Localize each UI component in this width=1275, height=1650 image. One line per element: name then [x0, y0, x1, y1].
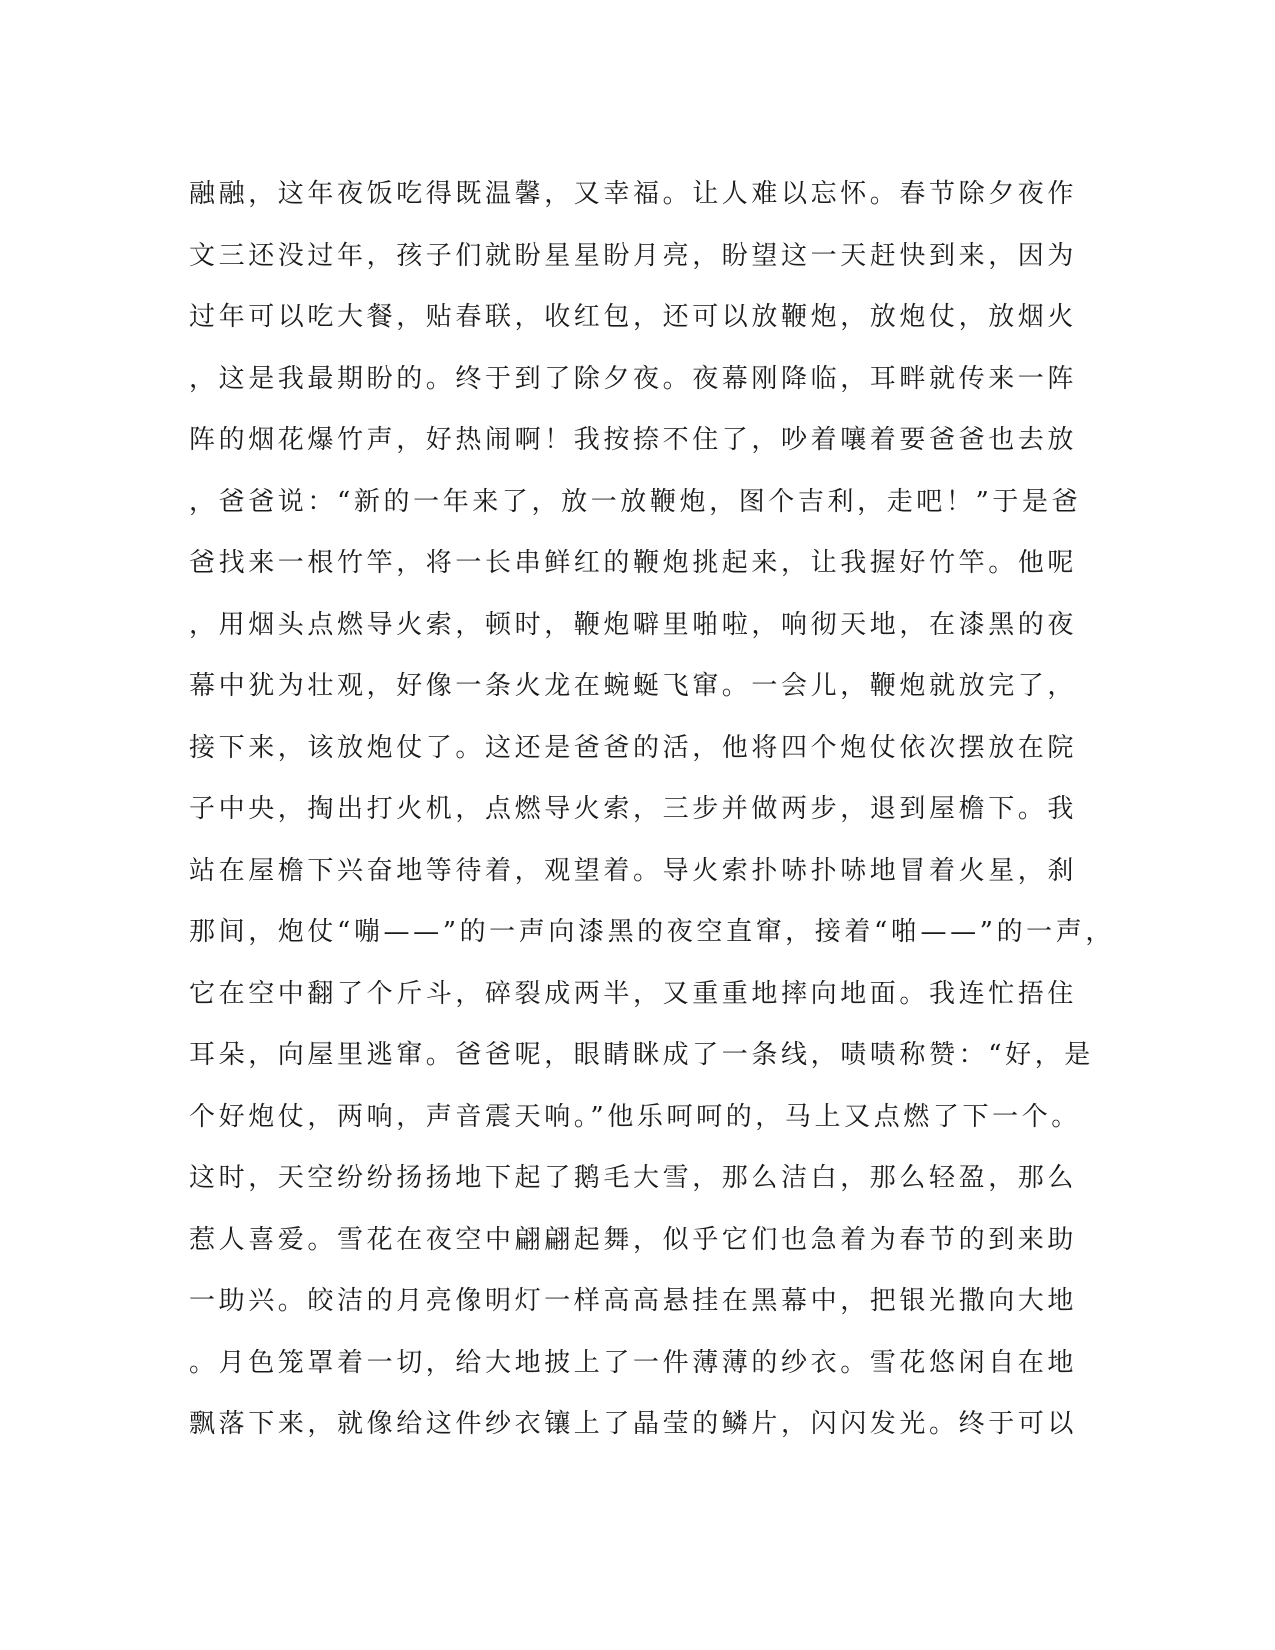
text-line: ，用烟头点燃导火索，顿时，鞭炮噼里啪啦，响彻天地，在漆黑的夜 — [189, 609, 1078, 640]
text-line: 文三还没过年，孩子们就盼星星盼月亮，盼望这一天赶快到来，因为 — [189, 240, 1078, 271]
text-line: 阵的烟花爆竹声，好热闹啊！我按捺不住了，吵着嚷着要爸爸也去放 — [189, 425, 1078, 455]
text-line: 那间，炮仗“嘣——”的一声向漆黑的夜空直窜，接着“啪——”的一声， — [189, 917, 1115, 947]
text-line: ，爸爸说：“新的一年来了，放一放鞭炮，图个吉利，走吧！”于是爸 — [189, 486, 1082, 517]
text-line: 它在空中翻了个斤斗，碎裂成两半，又重重地摔向地面。我连忙捂住 — [189, 978, 1078, 1009]
text-line: 过年可以吃大餐，贴春联，收红包，还可以放鞭炮，放炮仗，放烟火 — [189, 302, 1078, 332]
text-line: 子中央，掏出打火机，点燃导火索，三步并做两步，退到屋檐下。我 — [189, 794, 1078, 824]
text-line: 惹人喜爱。雪花在夜空中翩翩起舞，似乎它们也急着为春节的到来助 — [189, 1224, 1078, 1255]
text-line: 这时，天空纷纷扬扬地下起了鹅毛大雪，那么洁白，那么轻盈，那么 — [189, 1163, 1078, 1193]
text-line: 幕中犹为壮观，好像一条火龙在蜿蜒飞窜。一会儿，鞭炮就放完了， — [189, 671, 1078, 701]
text-line: 耳朵，向屋里逃窜。爸爸呢，眼睛眯成了一条线，啧啧称赞：“好，是 — [189, 1040, 1094, 1070]
text-line: 飘落下来，就像给这件纱衣镶上了晶莹的鳞片，闪闪发光。终于可以 — [189, 1409, 1078, 1439]
text-line: 。月色笼罩着一切，给大地披上了一件薄薄的纱衣。雪花悠闲自在地 — [189, 1347, 1078, 1378]
essay-body — [189, 164, 1115, 1456]
text-line: 融融，这年夜饭吃得既温馨，又幸福。让人难以忘怀。春节除夕夜作 — [189, 179, 1078, 209]
text-line: 一助兴。皎洁的月亮像明灯一样高高悬挂在黑幕中，把银光撒向大地 — [189, 1286, 1078, 1316]
text-line: 接下来，该放炮仗了。这还是爸爸的活，他将四个炮仗依次摆放在院 — [189, 732, 1078, 763]
text-line: 爸找来一根竹竿，将一长串鲜红的鞭炮挑起来，让我握好竹竿。他呢 — [189, 548, 1078, 578]
text-line: ，这是我最期盼的。终于到了除夕夜。夜幕刚降临，耳畔就传来一阵 — [189, 363, 1078, 394]
text-line: 个好炮仗，两响，声音震天响。”他乐呵呵的，马上又点燃了下一个。 — [189, 1101, 1081, 1132]
text-line: 站在屋檐下兴奋地等待着，观望着。导火索扑哧扑哧地冒着火星，刹 — [189, 855, 1078, 886]
